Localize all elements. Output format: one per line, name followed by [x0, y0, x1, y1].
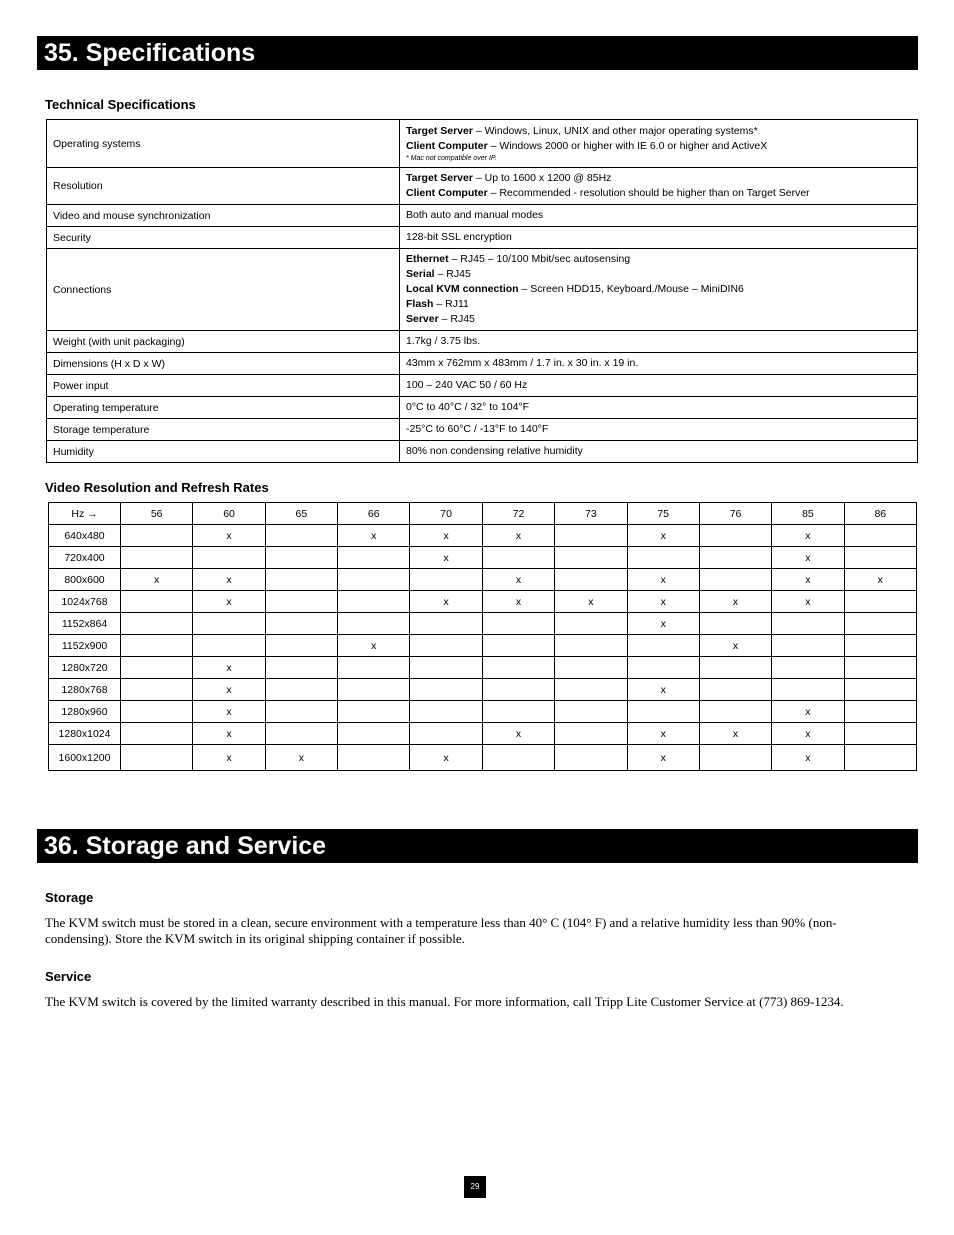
- rate-cell: [338, 745, 410, 771]
- rate-cell: x: [482, 723, 554, 745]
- spec-value-line: [406, 139, 911, 154]
- spec-value-line: [406, 208, 911, 223]
- rate-cell: x: [193, 745, 265, 771]
- spec-value-text: 0°C to 40°C / 32° to 104°F: [406, 401, 530, 413]
- service-paragraph: The KVM switch is covered by the limited warranty described in this manual. For more information, call Tripp Lite Customer Service at (773) 869-1234.: [45, 994, 844, 1009]
- rate-cell: [772, 679, 844, 701]
- rate-cell: x: [482, 525, 554, 547]
- section-title-specifications: 35. Specifications: [37, 36, 918, 70]
- rate-cell: [844, 745, 916, 771]
- rate-cell: [338, 613, 410, 635]
- video-row: [49, 723, 917, 745]
- resolution-label: 1152x900: [49, 635, 121, 657]
- spec-value-key: Client Computer: [406, 187, 488, 199]
- rate-cell: [265, 613, 337, 635]
- spec-value-text: Both auto and manual modes: [406, 209, 544, 221]
- rate-cell: [482, 613, 554, 635]
- spec-note: * Mac not compatible over IP.: [406, 155, 497, 162]
- rate-cell: [482, 635, 554, 657]
- spec-value-line: [406, 378, 911, 393]
- rate-cell: [699, 547, 771, 569]
- rate-cell: [121, 635, 193, 657]
- spec-row: [47, 441, 918, 463]
- spec-label: Resolution: [47, 168, 400, 205]
- rate-cell: [410, 657, 482, 679]
- spec-value-line: [406, 124, 911, 139]
- hz-header: 73: [555, 503, 627, 525]
- spec-value-text: 80% non condensing relative humidity: [406, 445, 583, 457]
- rate-cell: [844, 679, 916, 701]
- spec-value-text: – Windows, Linux, UNIX and other major operating systems*: [472, 125, 758, 137]
- hz-header: 85: [772, 503, 844, 525]
- spec-value-text: – Recommended - resolution should be higher than on Target Server: [487, 187, 810, 199]
- spec-row: [47, 120, 918, 168]
- spec-value-line: [406, 171, 911, 186]
- spec-value: [400, 441, 918, 463]
- section-title-storage-service: 36. Storage and Service: [37, 829, 918, 863]
- resolution-label: 1280x1024: [49, 723, 121, 745]
- rate-cell: x: [193, 657, 265, 679]
- rate-cell: [193, 635, 265, 657]
- video-row: [49, 657, 917, 679]
- video-header-row: [49, 503, 917, 525]
- rate-cell: x: [772, 701, 844, 723]
- rate-cell: [555, 679, 627, 701]
- spec-value-text: – RJ11: [433, 298, 469, 310]
- page-number: 29: [464, 1176, 486, 1198]
- storage-heading: Storage: [45, 890, 94, 905]
- spec-value-line: [406, 334, 911, 349]
- rate-cell: x: [482, 569, 554, 591]
- rate-cell: [265, 701, 337, 723]
- rate-cell: x: [772, 525, 844, 547]
- rate-cell: [265, 723, 337, 745]
- hz-header: 70: [410, 503, 482, 525]
- hz-header: 86: [844, 503, 916, 525]
- resolution-label: 640x480: [49, 525, 121, 547]
- spec-row: [47, 249, 918, 331]
- spec-value-line: [406, 267, 911, 282]
- hz-header: 66: [338, 503, 410, 525]
- rate-cell: [121, 679, 193, 701]
- spec-value-text: – RJ45: [434, 268, 471, 280]
- rate-cell: [410, 613, 482, 635]
- rate-cell: x: [338, 635, 410, 657]
- rate-cell: [844, 547, 916, 569]
- rate-cell: [121, 613, 193, 635]
- spec-value-line: [406, 297, 911, 312]
- rate-cell: x: [772, 547, 844, 569]
- rate-cell: x: [627, 591, 699, 613]
- rate-cell: [699, 679, 771, 701]
- hz-header: 72: [482, 503, 554, 525]
- spec-label: Power input: [47, 375, 400, 397]
- rate-cell: x: [699, 723, 771, 745]
- spec-label: Operating systems: [47, 120, 400, 168]
- rate-cell: [699, 569, 771, 591]
- spec-value: [400, 353, 918, 375]
- spec-value-text: – Windows 2000 or higher with IE 6.0 or higher and ActiveX: [487, 140, 768, 152]
- spec-value-text: – Up to 1600 x 1200 @ 85Hz: [472, 172, 612, 184]
- rate-cell: x: [627, 745, 699, 771]
- rate-cell: [265, 679, 337, 701]
- rate-cell: [555, 657, 627, 679]
- rate-cell: [555, 547, 627, 569]
- rate-cell: [555, 745, 627, 771]
- hz-corner-label: Hz →: [49, 503, 121, 525]
- spec-label: Connections: [47, 249, 400, 331]
- video-row: [49, 635, 917, 657]
- rate-cell: x: [555, 591, 627, 613]
- hz-header: 65: [265, 503, 337, 525]
- video-row: [49, 525, 917, 547]
- resolution-label: 1024x768: [49, 591, 121, 613]
- rate-cell: [555, 701, 627, 723]
- rate-cell: [844, 723, 916, 745]
- rate-cell: x: [410, 547, 482, 569]
- rate-cell: x: [193, 723, 265, 745]
- spec-value-text: – Screen HDD15, Keyboard./Mouse – MiniDIN6: [518, 283, 744, 295]
- spec-value-line: [406, 356, 911, 371]
- rate-cell: [482, 701, 554, 723]
- service-heading: Service: [45, 969, 92, 984]
- rate-cell: x: [772, 591, 844, 613]
- spec-value-text: 1.7kg / 3.75 lbs.: [406, 335, 481, 347]
- spec-value: [400, 249, 918, 331]
- rate-cell: x: [193, 569, 265, 591]
- tech-specs-table: [46, 119, 918, 463]
- spec-value-line: [406, 312, 911, 327]
- spec-value-key: Target Server: [406, 172, 473, 184]
- rate-cell: [338, 547, 410, 569]
- rate-cell: x: [410, 525, 482, 547]
- hz-header: 76: [699, 503, 771, 525]
- spec-value-line: [406, 282, 911, 297]
- spec-value-key: Local KVM connection: [406, 283, 519, 295]
- rate-cell: [844, 635, 916, 657]
- spec-value: [400, 375, 918, 397]
- resolution-label: 1600x1200: [49, 745, 121, 771]
- storage-paragraph: The KVM switch must be stored in a clean, secure environment with a temperature less than 40° C (104° F) and a relative humidity less than 90% (non-condensing). Store the KVM switch in its original shipping container if possible.: [45, 915, 837, 946]
- spec-row: [47, 397, 918, 419]
- spec-label: Dimensions (H x D x W): [47, 353, 400, 375]
- rate-cell: [338, 723, 410, 745]
- spec-label: Operating temperature: [47, 397, 400, 419]
- spec-label: Video and mouse synchronization: [47, 205, 400, 227]
- spec-row: [47, 168, 918, 205]
- rate-cell: [265, 525, 337, 547]
- spec-value: [400, 419, 918, 441]
- rate-cell: [193, 613, 265, 635]
- rate-cell: [265, 635, 337, 657]
- rate-cell: [482, 657, 554, 679]
- spec-value-text: -25°C to 60°C / -13°F to 140°F: [406, 423, 549, 435]
- rate-cell: x: [772, 569, 844, 591]
- spec-row: [47, 205, 918, 227]
- spec-value-text: – RJ45 – 10/100 Mbit/sec autosensing: [448, 253, 631, 265]
- rate-cell: [482, 547, 554, 569]
- rate-cell: x: [193, 591, 265, 613]
- rate-cell: [627, 635, 699, 657]
- hz-header: 60: [193, 503, 265, 525]
- rate-cell: x: [193, 679, 265, 701]
- spec-row: [47, 227, 918, 249]
- spec-value-text: 128-bit SSL encryption: [406, 231, 512, 243]
- rate-cell: [555, 635, 627, 657]
- rate-cell: [699, 701, 771, 723]
- rate-cell: x: [699, 591, 771, 613]
- rate-cell: [699, 613, 771, 635]
- spec-value-text: 43mm x 762mm x 483mm / 1.7 in. x 30 in. x 19 in.: [406, 357, 639, 369]
- rate-cell: [121, 701, 193, 723]
- resolution-label: 1280x960: [49, 701, 121, 723]
- rate-cell: x: [627, 569, 699, 591]
- video-row: [49, 745, 917, 771]
- video-row: [49, 701, 917, 723]
- spec-value-line: [406, 230, 911, 245]
- hz-header: 56: [121, 503, 193, 525]
- tech-specs-heading: Technical Specifications: [45, 97, 196, 112]
- spec-value-key: Target Server: [406, 125, 473, 137]
- video-row: [49, 547, 917, 569]
- spec-value-key: Server: [406, 313, 439, 325]
- rate-cell: [772, 657, 844, 679]
- rate-cell: [193, 547, 265, 569]
- spec-value-line: [406, 252, 911, 267]
- rate-cell: [338, 591, 410, 613]
- rate-cell: [265, 569, 337, 591]
- rate-cell: [410, 635, 482, 657]
- spec-value: [400, 227, 918, 249]
- video-rates-heading: Video Resolution and Refresh Rates: [45, 480, 269, 495]
- spec-row: [47, 353, 918, 375]
- video-row: [49, 679, 917, 701]
- rate-cell: x: [265, 745, 337, 771]
- spec-label: Weight (with unit packaging): [47, 331, 400, 353]
- resolution-label: 800x600: [49, 569, 121, 591]
- rate-cell: [699, 657, 771, 679]
- rate-cell: [410, 723, 482, 745]
- rate-cell: x: [844, 569, 916, 591]
- rate-cell: [410, 679, 482, 701]
- rate-cell: x: [699, 635, 771, 657]
- spec-value: [400, 397, 918, 419]
- rate-cell: x: [338, 525, 410, 547]
- rate-cell: [265, 547, 337, 569]
- spec-value-key: Client Computer: [406, 140, 488, 152]
- resolution-label: 1280x720: [49, 657, 121, 679]
- rate-cell: x: [627, 525, 699, 547]
- resolution-label: 720x400: [49, 547, 121, 569]
- spec-value-line: [406, 400, 911, 415]
- rate-cell: x: [410, 745, 482, 771]
- rate-cell: x: [193, 701, 265, 723]
- rate-cell: [555, 613, 627, 635]
- rate-cell: [121, 525, 193, 547]
- rate-cell: [844, 613, 916, 635]
- spec-value-text: 100 – 240 VAC 50 / 60 Hz: [406, 379, 528, 391]
- spec-label: Security: [47, 227, 400, 249]
- rate-cell: [627, 701, 699, 723]
- spec-value-text: – RJ45: [438, 313, 475, 325]
- rate-cell: x: [627, 723, 699, 745]
- rate-cell: [482, 679, 554, 701]
- rate-cell: [844, 525, 916, 547]
- spec-value-key: Ethernet: [406, 253, 449, 265]
- rate-cell: [338, 569, 410, 591]
- rate-cell: [121, 657, 193, 679]
- rate-cell: [627, 657, 699, 679]
- rate-cell: [555, 525, 627, 547]
- rate-cell: x: [772, 745, 844, 771]
- resolution-label: 1280x768: [49, 679, 121, 701]
- rate-cell: [338, 701, 410, 723]
- spec-value-line: [406, 186, 911, 201]
- rate-cell: [555, 723, 627, 745]
- rate-cell: [265, 591, 337, 613]
- rate-cell: [121, 745, 193, 771]
- rate-cell: [627, 547, 699, 569]
- rate-cell: [699, 745, 771, 771]
- rate-cell: [772, 635, 844, 657]
- rate-cell: [338, 657, 410, 679]
- video-rates-table: [48, 502, 917, 771]
- rate-cell: x: [627, 679, 699, 701]
- rate-cell: [265, 657, 337, 679]
- resolution-label: 1152x864: [49, 613, 121, 635]
- spec-value: [400, 120, 918, 168]
- spec-value-key: Flash: [406, 298, 434, 310]
- spec-label: Storage temperature: [47, 419, 400, 441]
- spec-label: Humidity: [47, 441, 400, 463]
- rate-cell: x: [627, 613, 699, 635]
- spec-value: [400, 331, 918, 353]
- spec-row: [47, 375, 918, 397]
- video-row: [49, 613, 917, 635]
- rate-cell: [699, 525, 771, 547]
- rate-cell: [121, 723, 193, 745]
- video-row: [49, 591, 917, 613]
- rate-cell: [844, 701, 916, 723]
- spec-value-line: [406, 444, 911, 459]
- video-row: [49, 569, 917, 591]
- rate-cell: [121, 591, 193, 613]
- rate-cell: [121, 547, 193, 569]
- rate-cell: [338, 679, 410, 701]
- spec-row: [47, 331, 918, 353]
- rate-cell: [410, 701, 482, 723]
- spec-value: [400, 168, 918, 205]
- hz-header: 75: [627, 503, 699, 525]
- rate-cell: x: [193, 525, 265, 547]
- rate-cell: x: [482, 591, 554, 613]
- rate-cell: [844, 591, 916, 613]
- rate-cell: [844, 657, 916, 679]
- rate-cell: x: [121, 569, 193, 591]
- spec-value-line: [406, 422, 911, 437]
- rate-cell: [772, 613, 844, 635]
- spec-row: [47, 419, 918, 441]
- rate-cell: [555, 569, 627, 591]
- rate-cell: x: [410, 591, 482, 613]
- spec-value: [400, 205, 918, 227]
- spec-value-key: Serial: [406, 268, 435, 280]
- rate-cell: [482, 745, 554, 771]
- rate-cell: [410, 569, 482, 591]
- rate-cell: x: [772, 723, 844, 745]
